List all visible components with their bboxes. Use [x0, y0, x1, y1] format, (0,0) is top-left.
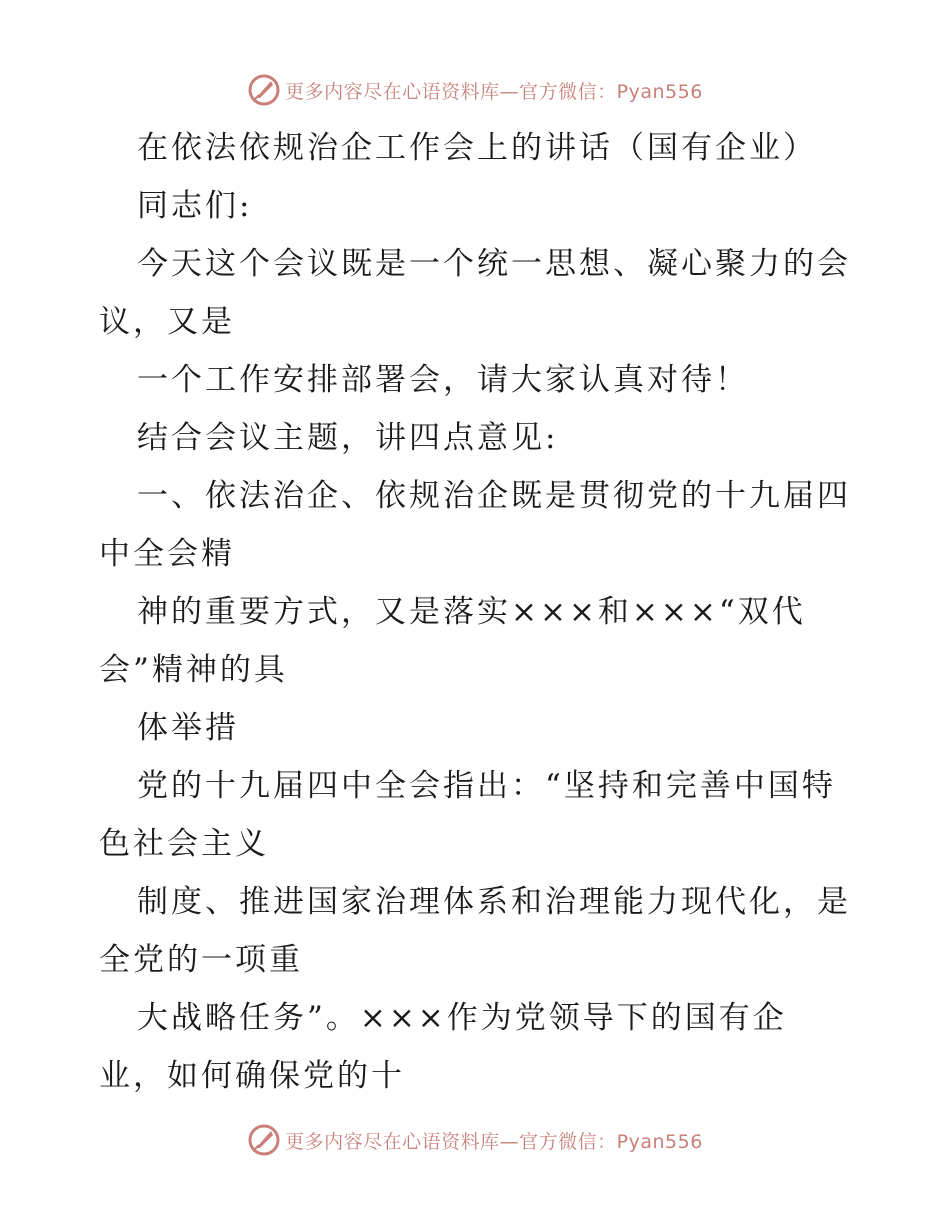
paragraph-line: 业，如何确保党的十 [99, 1058, 405, 1094]
paragraph-line: 大战略任务”。×××作为党领导下的国有企 [137, 1000, 787, 1036]
paragraph-line: 结合会议主题，讲四点意见: [137, 420, 559, 456]
paragraph-line: 色社会主义 [99, 826, 269, 862]
watermark-banner-top [0, 70, 950, 110]
salutation: 同志们: [137, 188, 253, 224]
document-title: 在依法依规治企工作会上的讲话（国有企业） [137, 130, 817, 166]
paragraph-line: 神的重要方式，又是落实×××和×××“双代 [137, 594, 806, 630]
watermark-text: 更多内容尽在心语资料库—官方微信：Pyan556 [285, 1130, 703, 1153]
paragraph-line: 党的十九届四中全会指出：“坚持和完善中国特 [137, 768, 836, 804]
feather-circle-logo-icon [247, 1123, 281, 1157]
paragraph-line: 会”精神的具 [99, 652, 288, 688]
paragraph-line: 议，又是 [99, 304, 235, 340]
paragraph-line: 制度、推进国家治理体系和治理能力现代化，是 [137, 884, 851, 920]
feather-circle-logo-icon [247, 73, 281, 107]
watermark-text: 更多内容尽在心语资料库—官方微信：Pyan556 [285, 80, 703, 103]
watermark-banner-bottom [0, 1120, 950, 1160]
section-heading: 中全会精 [99, 536, 235, 572]
section-heading: 一、依法治企、依规治企既是贯彻党的十九届四 [137, 478, 851, 514]
paragraph-line: 全党的一项重 [99, 942, 303, 978]
paragraph-line: 今天这个会议既是一个统一思想、凝心聚力的会 [137, 246, 851, 282]
paragraph-line: 一个工作安排部署会，请大家认真对待！ [137, 362, 749, 398]
paragraph-line: 体举措 [137, 710, 239, 746]
